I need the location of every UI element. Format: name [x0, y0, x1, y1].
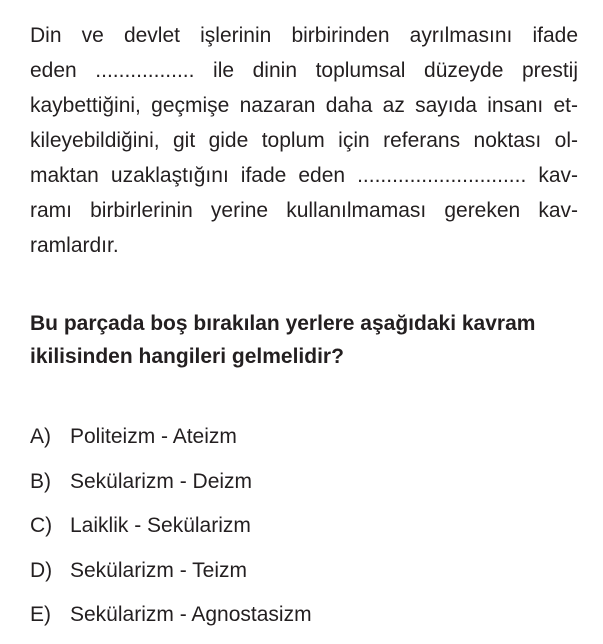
option-text: Sekülarizm - Deizm	[70, 469, 253, 493]
option-text: Politeizm - Ateizm	[70, 425, 237, 449]
option-e[interactable]	[30, 593, 312, 638]
option-text: Sekülarizm - Agnostasizm	[70, 603, 312, 627]
passage-line: kaybettiğini, geçmişe nazaran daha az sayıda insanı et-	[30, 94, 578, 117]
passage-line: kileyebildiğini, git gide toplum için referans noktası ol-	[30, 129, 578, 152]
option-letter: B)	[30, 469, 51, 493]
passage-line: Din ve devlet işlerinin birbirinden ayrılmasını ifade	[30, 24, 578, 47]
question-line: ikilisinden hangileri gelmelidir?	[30, 345, 344, 368]
question-line: Bu parçada boş bırakılan yerlere aşağıdaki kavram	[30, 312, 536, 335]
option-letter: A)	[30, 425, 51, 449]
passage-line: ramlardır.	[30, 234, 119, 257]
passage-line: ramı birbirlerinin yerine kullanılmaması gereken kav-	[30, 199, 578, 222]
option-c[interactable]	[30, 504, 312, 549]
option-d[interactable]	[30, 549, 312, 594]
answer-options	[30, 415, 312, 638]
passage-line: eden ................. ile dinin toplumsal düzeyde prestij	[30, 59, 578, 82]
question-stem	[30, 307, 590, 373]
option-letter: C)	[30, 514, 53, 538]
passage-line: maktan uzaklaştığını ifade eden ............................. kav-	[30, 164, 578, 187]
question-passage	[30, 18, 578, 263]
option-a[interactable]	[30, 415, 312, 460]
option-text: Laiklik - Sekülarizm	[70, 514, 251, 538]
option-text: Sekülarizm - Teizm	[70, 558, 247, 582]
option-letter: E)	[30, 603, 51, 627]
option-b[interactable]	[30, 460, 312, 505]
option-letter: D)	[30, 558, 53, 582]
